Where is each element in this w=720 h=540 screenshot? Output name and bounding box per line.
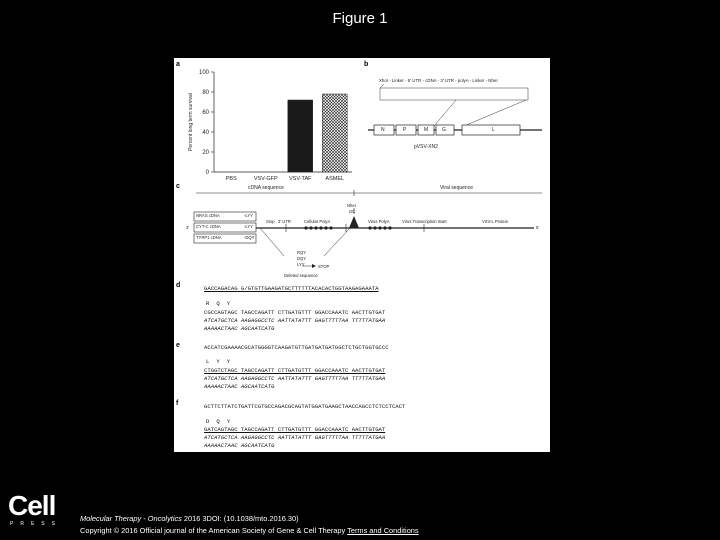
- gene-P: P: [403, 127, 407, 133]
- x-tick-label: PBS: [225, 176, 237, 182]
- panel-label-c: c: [176, 183, 180, 190]
- panel-label-d: d: [176, 282, 181, 289]
- element-virus-polya: Virus PolyA: [368, 219, 390, 224]
- panel-d-aa-3: Y: [226, 300, 238, 307]
- y-axis-label: Percent long term survival: [188, 93, 194, 151]
- bar-asmel: [322, 94, 347, 172]
- panel-e-aa-1: L: [206, 358, 217, 365]
- bar-vsv-taf: [288, 100, 313, 172]
- panel-d-seq-4: AAAAACTAAC AGCAATCATG: [204, 325, 275, 332]
- panel-e-aa-2: Y: [216, 358, 227, 365]
- terms-and-conditions-link[interactable]: Terms and Conditions: [347, 526, 419, 535]
- mutant-dqy: DQY: [297, 256, 307, 261]
- y-tick-label: 100: [198, 70, 209, 76]
- x-tick-label: ASMEL: [325, 176, 345, 182]
- gene-N: N: [381, 127, 385, 133]
- panel-e-seq-1: ACCATCGAAAACGCATGGGGTCAAGATGTTGATGATGATGGCTCTGCTGGTGCCC: [204, 344, 389, 351]
- panel-e-seq-4: AAAAACTAAC AGCAATCATG: [204, 383, 275, 390]
- cdna-box-nras: NRAS cDNA: [196, 213, 220, 218]
- construct-schematic: [174, 188, 550, 278]
- vector-name: pVSV-XN2: [414, 144, 438, 150]
- panel-f-seq-2: GATCAGTAGC TAGCCAGATT CTTGATGTTT GGACCAAATC AACTTGTGAT: [204, 426, 386, 433]
- mutant-lyy: LYY: [297, 262, 305, 267]
- cdna-box-cytc: CYT-C cDNA: [196, 224, 221, 229]
- y-tick-label: 20: [202, 150, 209, 156]
- panel-d-seq-3: ATCATGCTCA AAGAGGCCTC AATTATATTT GAGTTTTTAA TTTTTATGAA: [204, 317, 386, 324]
- panel-d-seq-2: CGCCAGTAGC TAGCCAGATT CTTGATGTTT GGACCAAATC AACTTGTGAT: [204, 309, 386, 316]
- survival-bar-chart: [174, 62, 356, 186]
- stop-label: STOP: [318, 264, 330, 269]
- cdna-box-tyrp1: TYRP1 cDNA: [196, 235, 222, 240]
- element-vsv-l-protein: VSV-L Protein: [482, 219, 509, 224]
- panel-e-seq-3: ATCATGCTCA AAGAGGCCTC AATTATATTT GAGTTTTTAA TTTTTATGAA: [204, 375, 386, 382]
- footer: [80, 513, 419, 537]
- x-tick-label: VSV-GFP: [253, 176, 278, 182]
- copyright-text: Copyright © 2016 Official journal of the American Society of Gene & Cell Therapy: [80, 526, 346, 535]
- panel-d-aa-1: R: [206, 300, 217, 307]
- slide-title: Figure 1: [332, 10, 388, 27]
- element-virus-transcription-start: Virus Transcription Start: [402, 219, 447, 224]
- panel-f-aa-3: Y: [226, 418, 238, 425]
- vector-map: [366, 84, 546, 164]
- viral-sequence-header: Viral sequence: [440, 185, 473, 191]
- panel-d-aa-2: Q: [216, 300, 227, 307]
- tail-1: -LYY: [244, 213, 253, 218]
- y-tick-label: 80: [202, 90, 209, 96]
- cdna-sequence-header: cDNA sequence: [248, 185, 284, 191]
- element-stop: Stop: [266, 219, 275, 224]
- deleted-sequence-label: Deleted sequence: [284, 273, 318, 278]
- panel-label-f: f: [176, 400, 179, 407]
- cell-logo-press: PRESS: [10, 521, 62, 527]
- panel-f-aa-1: D: [206, 418, 217, 425]
- nhei-site-code: GC: [349, 209, 356, 214]
- panel-label-e: e: [176, 342, 180, 349]
- panel-e-aa: [206, 358, 237, 365]
- five-prime-label: 5': [536, 225, 540, 230]
- panel-e-aa-3: Y: [226, 358, 238, 365]
- y-tick-label: 0: [205, 170, 209, 176]
- gene-M: M: [424, 127, 429, 133]
- panel-f-seq-4: AAAAACTAAC AGCAATCATG: [204, 442, 275, 449]
- x-tick-label: VSV-TAF: [288, 176, 312, 182]
- y-tick-label: 40: [202, 130, 209, 136]
- mutant-rqy: RQY: [297, 250, 307, 255]
- panel-label-a: a: [176, 61, 180, 68]
- tail-2: -LYY: [244, 224, 253, 229]
- citation-line: [80, 513, 419, 525]
- panel-f-seq-3: ATCATGCTCA AAGAGGCCTC AATTATATTT GAGTTTTTAA TTTTTATGAA: [204, 434, 386, 441]
- panel-label-b: b: [364, 61, 369, 68]
- copyright-line: [80, 525, 419, 537]
- panel-e-seq-2: CTGGTCTAGC TAGCCAGATT CTTGATGTTT GGACCAAATC AACTTGTGAT: [204, 367, 386, 374]
- three-prime-label: 3': [186, 225, 190, 230]
- tail-3: -DQY: [244, 235, 255, 240]
- panel-f-aa: [206, 418, 237, 425]
- citation-doi: 2016 3DOI: (10.1038/mto.2016.30): [181, 514, 299, 523]
- figure-panel: [174, 58, 550, 452]
- gene-L: L: [492, 127, 495, 133]
- element-3utr: 3' UTR: [278, 219, 291, 224]
- journal-name: Molecular Therapy - Oncolytics: [80, 514, 182, 523]
- panel-d-aa: [206, 300, 237, 307]
- nhei-site-label: NheI: [347, 203, 356, 208]
- y-tick-label: 60: [202, 110, 209, 116]
- cell-press-logo: [8, 490, 68, 534]
- element-cellular-polya: Cellular PolyA: [304, 219, 331, 224]
- panel-f-seq-1: GCTTCTTATCTGATTCGTGCCAGACGCAGTATGGATGAAGCTAACCAGCCTCTCCTCACT: [204, 403, 406, 410]
- gene-G: G: [442, 127, 446, 133]
- cell-logo-word: Cell: [8, 490, 56, 521]
- construct-label: XhoI - Linker - 5' UTR - cDNA - 3' UTR - polyA - Linker - NheI: [379, 78, 498, 83]
- panel-d-seq-1: GACCAGACAG G/GTGTTGAAGATGCTTTTTTACACACTGGTAAGAGAAATA: [204, 285, 379, 292]
- panel-f-aa-2: Q: [216, 418, 227, 425]
